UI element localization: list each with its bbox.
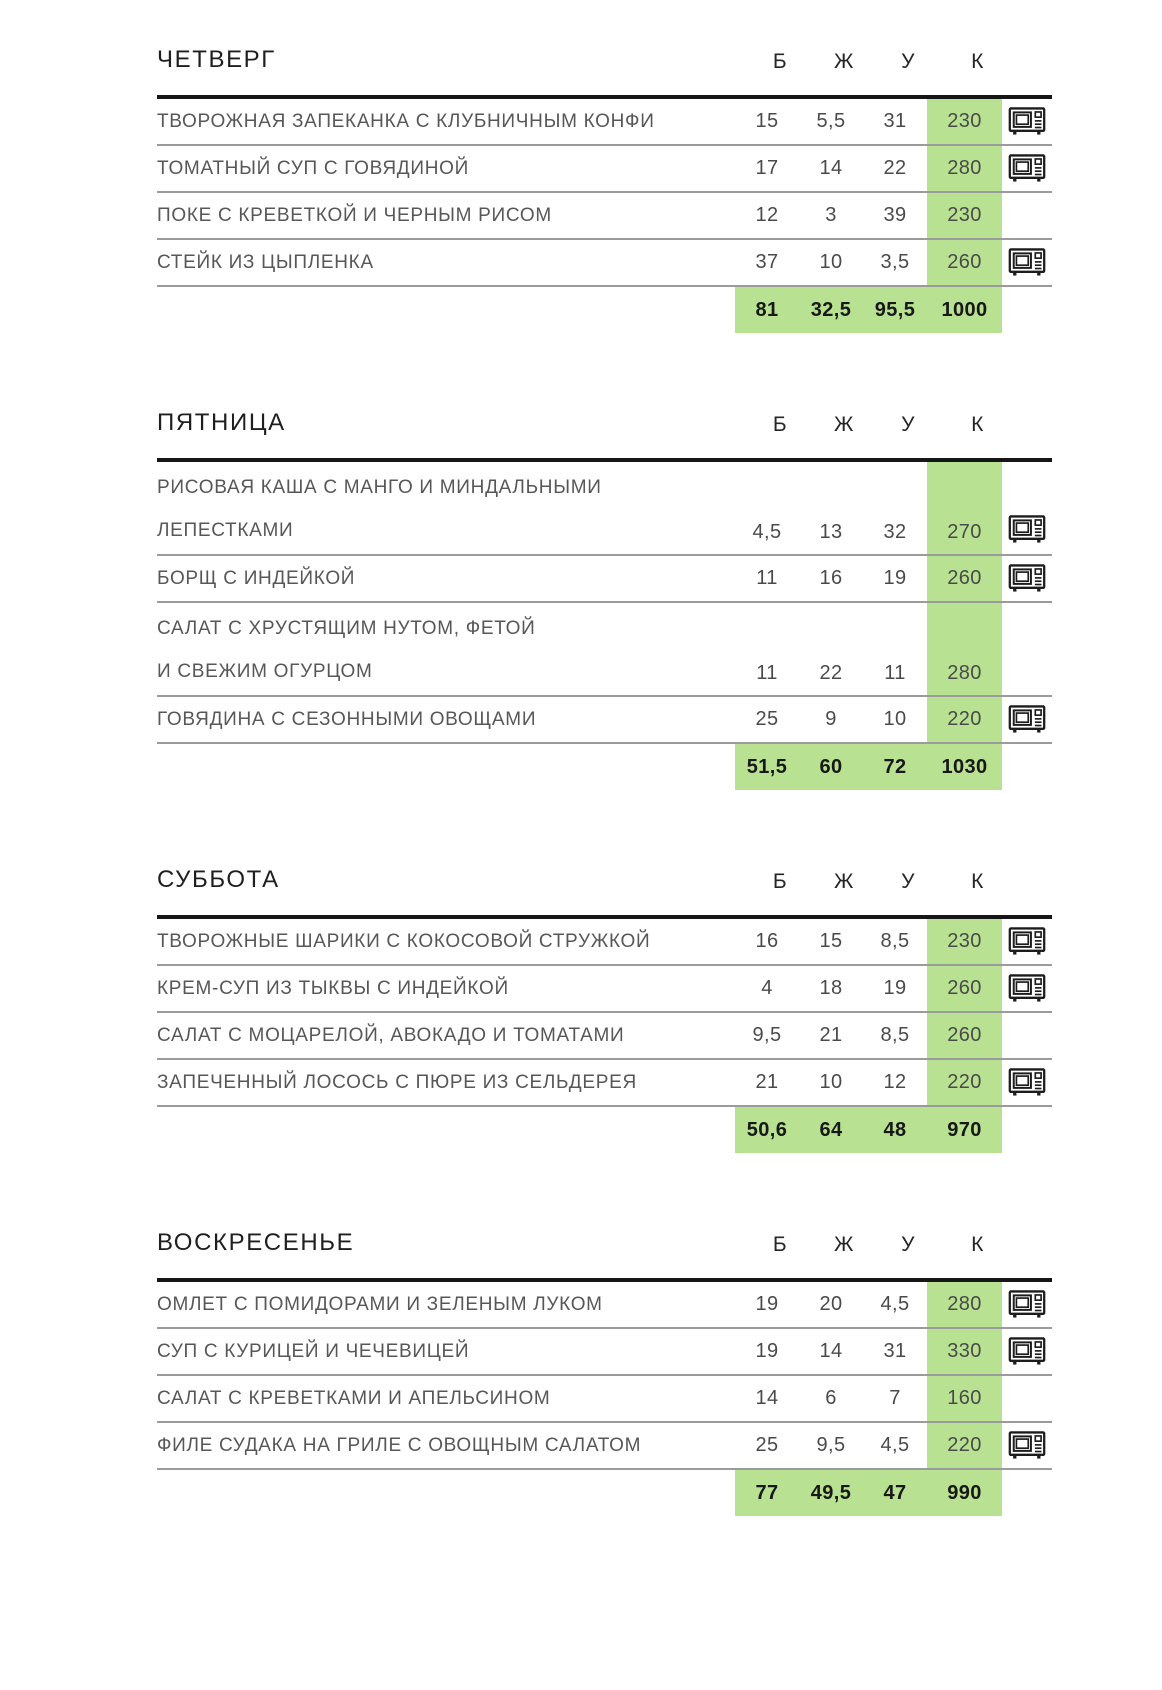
- value-k: 230: [927, 99, 1002, 144]
- microwave-icon: [1008, 248, 1046, 277]
- total-u: 47: [863, 1470, 927, 1516]
- value-zh: 13: [819, 521, 843, 543]
- day-title: ЧЕТВЕРГ: [157, 46, 276, 73]
- column-header-b: Б: [772, 413, 788, 436]
- dish-name: [157, 1282, 735, 1327]
- icon-cell: [1002, 1329, 1052, 1374]
- value-u: 19: [883, 567, 907, 589]
- icon-cell: [1002, 240, 1052, 285]
- value-u: 8,5: [880, 1024, 910, 1046]
- value-u: 4,5: [880, 1434, 910, 1456]
- microwave-icon: [1008, 1337, 1046, 1366]
- value-k: 260: [927, 556, 1002, 601]
- dish-name-line: САЛАТ С ХРУСТЯЩИМ НУТОМ, ФЕТОЙ: [157, 618, 536, 639]
- total-b: 51,5: [735, 744, 799, 790]
- value-b: 19: [755, 1293, 779, 1315]
- column-header-k: К: [971, 870, 984, 893]
- dish-row: [157, 1282, 1052, 1329]
- value-b: 25: [755, 1434, 779, 1456]
- dish-name: [157, 1013, 735, 1058]
- microwave-icon: [1008, 1290, 1046, 1319]
- dish-name-line: БОРЩ С ИНДЕЙКОЙ: [157, 567, 356, 589]
- value-k: 220: [927, 1060, 1002, 1105]
- microwave-icon: [1008, 1068, 1046, 1097]
- value-u: 19: [883, 977, 907, 999]
- microwave-icon: [1008, 705, 1046, 734]
- value-b: 12: [755, 204, 779, 226]
- totals-spacer: [157, 1470, 735, 1516]
- totals-spacer: [157, 287, 735, 333]
- value-zh: 9: [825, 708, 837, 730]
- dish-row: [157, 462, 1052, 556]
- value-zh: 9,5: [816, 1434, 846, 1456]
- value-k: 260: [927, 1013, 1002, 1058]
- totals-row: [157, 1470, 1052, 1516]
- totals-spacer: [157, 1107, 735, 1153]
- dish-name-line-2: ЛЕПЕСТКАМИ: [157, 520, 294, 541]
- dish-row: [157, 919, 1052, 966]
- value-k: 230: [927, 193, 1002, 238]
- dish-name: [157, 146, 735, 191]
- icon-cell: [1002, 462, 1052, 554]
- dish-name: [157, 966, 735, 1011]
- value-b: 17: [755, 157, 779, 179]
- value-k: 270: [927, 462, 1002, 554]
- value-zh: 6: [825, 1387, 837, 1409]
- dish-name-line: ТВОРОЖНЫЕ ШАРИКИ С КОКОСОВОЙ СТРУЖКОЙ: [157, 930, 651, 952]
- value-zh: 15: [819, 930, 843, 952]
- icon-cell: [1002, 1423, 1052, 1468]
- value-zh: 14: [819, 1340, 843, 1362]
- microwave-icon: [1008, 564, 1046, 593]
- dish-name-line: САЛАТ С КРЕВЕТКАМИ И АПЕЛЬСИНОМ: [157, 1387, 551, 1409]
- value-zh: 10: [819, 251, 843, 273]
- value-zh: 20: [819, 1293, 843, 1315]
- day-title: ВОСКРЕСЕНЬЕ: [157, 1229, 355, 1256]
- microwave-icon: [1008, 1431, 1046, 1460]
- column-header-zh: Ж: [834, 413, 854, 436]
- dish-row: [157, 1376, 1052, 1423]
- value-zh: 21: [819, 1024, 843, 1046]
- dish-name: [157, 99, 735, 144]
- value-u: 32: [883, 521, 907, 543]
- value-k: 280: [927, 603, 1002, 695]
- column-header-b: Б: [772, 1233, 788, 1256]
- column-header-u: У: [901, 413, 915, 436]
- dish-name-line: ПОКЕ С КРЕВЕТКОЙ И ЧЕРНЫМ РИСОМ: [157, 204, 552, 226]
- value-k: 220: [927, 1423, 1002, 1468]
- value-k: 280: [927, 1282, 1002, 1327]
- column-header-zh: Ж: [834, 1233, 854, 1256]
- dish-name-line: ОМЛЕТ С ПОМИДОРАМИ И ЗЕЛЕНЫМ ЛУКОМ: [157, 1293, 603, 1315]
- value-b: 25: [755, 708, 779, 730]
- column-header-u: У: [901, 50, 915, 73]
- column-header-b: Б: [772, 870, 788, 893]
- dish-name: [157, 193, 735, 238]
- value-k: 260: [927, 966, 1002, 1011]
- total-zh: 60: [799, 744, 863, 790]
- dish-row: [157, 1060, 1052, 1107]
- icon-cell: [1002, 1376, 1052, 1421]
- totals-icon-spacer: [1002, 287, 1052, 333]
- value-u: 31: [883, 110, 907, 132]
- dish-name-line: ГОВЯДИНА С СЕЗОННЫМИ ОВОЩАМИ: [157, 708, 537, 730]
- icon-cell: [1002, 1282, 1052, 1327]
- total-u: 48: [863, 1107, 927, 1153]
- totals-row: [157, 744, 1052, 790]
- rows: [157, 915, 1052, 1107]
- value-b: 37: [755, 251, 779, 273]
- value-k: 220: [927, 697, 1002, 742]
- totals-icon-spacer: [1002, 1470, 1052, 1516]
- value-b: 16: [755, 930, 779, 952]
- icon-cell: [1002, 146, 1052, 191]
- value-u: 31: [883, 1340, 907, 1362]
- column-header-k: К: [971, 413, 984, 436]
- dish-row: [157, 603, 1052, 697]
- value-zh: 22: [819, 662, 843, 684]
- totals-icon-spacer: [1002, 744, 1052, 790]
- dish-name: [157, 240, 735, 285]
- microwave-icon: [1008, 974, 1046, 1003]
- icon-cell: [1002, 1013, 1052, 1058]
- section-header: [157, 866, 1052, 894]
- icon-cell: [1002, 99, 1052, 144]
- icon-cell: [1002, 919, 1052, 964]
- dish-name: [157, 603, 735, 695]
- value-zh: 10: [819, 1071, 843, 1093]
- dish-name: [157, 919, 735, 964]
- value-k: 260: [927, 240, 1002, 285]
- column-header-zh: Ж: [834, 870, 854, 893]
- value-k: 160: [927, 1376, 1002, 1421]
- value-b: 4: [761, 977, 773, 999]
- microwave-icon: [1008, 927, 1046, 956]
- totals-icon-spacer: [1002, 1107, 1052, 1153]
- icon-cell: [1002, 1060, 1052, 1105]
- totals-row: [157, 287, 1052, 333]
- value-u: 3,5: [880, 251, 910, 273]
- column-header-zh: Ж: [834, 50, 854, 73]
- icon-cell: [1002, 556, 1052, 601]
- value-zh: 5,5: [816, 110, 846, 132]
- value-b: 21: [755, 1071, 779, 1093]
- dish-name-line: ТВОРОЖНАЯ ЗАПЕКАНКА С КЛУБНИЧНЫМ КОНФИ: [157, 110, 655, 132]
- dish-name-line: СТЕЙК ИЗ ЦЫПЛЕНКА: [157, 251, 374, 273]
- dish-name-line-2: И СВЕЖИМ ОГУРЦОМ: [157, 661, 373, 682]
- dish-name-line: КРЕМ-СУП ИЗ ТЫКВЫ С ИНДЕЙКОЙ: [157, 977, 509, 999]
- column-header-k: К: [971, 50, 984, 73]
- rows: [157, 458, 1052, 744]
- value-k: 330: [927, 1329, 1002, 1374]
- value-b: 14: [755, 1387, 779, 1409]
- dish-name: [157, 1060, 735, 1105]
- day-section: [157, 409, 1052, 790]
- microwave-icon: [1008, 515, 1046, 544]
- dish-row: [157, 1423, 1052, 1470]
- icon-cell: [1002, 966, 1052, 1011]
- microwave-icon: [1008, 107, 1046, 136]
- section-header: [157, 1229, 1052, 1257]
- icon-cell: [1002, 193, 1052, 238]
- dish-name-line: САЛАТ С МОЦАРЕЛОЙ, АВОКАДО И ТОМАТАМИ: [157, 1024, 625, 1046]
- dish-row: [157, 240, 1052, 287]
- dish-name-line: ФИЛЕ СУДАКА НА ГРИЛЕ С ОВОЩНЫМ САЛАТОМ: [157, 1434, 642, 1456]
- dish-row: [157, 556, 1052, 603]
- value-u: 11: [884, 662, 906, 684]
- dish-row: [157, 1013, 1052, 1060]
- column-header-k: К: [971, 1233, 984, 1256]
- column-header-b: Б: [772, 50, 788, 73]
- dish-name-line: ЗАПЕЧЕННЫЙ ЛОСОСЬ С ПЮРЕ ИЗ СЕЛЬДЕРЕЯ: [157, 1071, 637, 1093]
- total-zh: 32,5: [799, 287, 863, 333]
- value-zh: 14: [819, 157, 843, 179]
- dish-row: [157, 193, 1052, 240]
- value-zh: 16: [819, 567, 843, 589]
- value-u: 10: [883, 708, 907, 730]
- value-k: 230: [927, 919, 1002, 964]
- dish-name-line: СУП С КУРИЦЕЙ И ЧЕЧЕВИЦЕЙ: [157, 1340, 470, 1362]
- total-zh: 49,5: [799, 1470, 863, 1516]
- total-b: 77: [735, 1470, 799, 1516]
- total-zh: 64: [799, 1107, 863, 1153]
- dish-row: [157, 1329, 1052, 1376]
- dish-row: [157, 146, 1052, 193]
- total-u: 72: [863, 744, 927, 790]
- value-b: 19: [755, 1340, 779, 1362]
- dish-row: [157, 99, 1052, 146]
- column-header-u: У: [901, 870, 915, 893]
- column-header-u: У: [901, 1233, 915, 1256]
- value-k: 280: [927, 146, 1002, 191]
- total-u: 95,5: [863, 287, 927, 333]
- value-u: 39: [883, 204, 907, 226]
- section-header: [157, 409, 1052, 437]
- icon-cell: [1002, 603, 1052, 695]
- rows: [157, 1278, 1052, 1470]
- value-b: 11: [756, 567, 778, 589]
- dish-name: [157, 462, 735, 554]
- total-k: 970: [927, 1107, 1002, 1153]
- value-u: 4,5: [880, 1293, 910, 1315]
- dish-name: [157, 697, 735, 742]
- total-b: 50,6: [735, 1107, 799, 1153]
- day-section: [157, 1229, 1052, 1516]
- value-zh: 3: [825, 204, 837, 226]
- dish-name: [157, 1376, 735, 1421]
- dish-name: [157, 1329, 735, 1374]
- value-u: 8,5: [880, 930, 910, 952]
- microwave-icon: [1008, 154, 1046, 183]
- value-u: 22: [883, 157, 907, 179]
- day-title: СУББОТА: [157, 866, 280, 893]
- value-b: 15: [755, 110, 779, 132]
- day-section: [157, 866, 1052, 1153]
- dish-name: [157, 1423, 735, 1468]
- total-k: 1030: [927, 744, 1002, 790]
- value-zh: 18: [819, 977, 843, 999]
- value-u: 12: [883, 1071, 907, 1093]
- value-b: 9,5: [752, 1024, 782, 1046]
- total-k: 1000: [927, 287, 1002, 333]
- totals-row: [157, 1107, 1052, 1153]
- total-b: 81: [735, 287, 799, 333]
- rows: [157, 95, 1052, 287]
- dish-row: [157, 966, 1052, 1013]
- value-u: 7: [889, 1387, 901, 1409]
- day-section: [157, 46, 1052, 333]
- value-b: 4,5: [752, 521, 782, 543]
- totals-spacer: [157, 744, 735, 790]
- day-title: ПЯТНИЦА: [157, 409, 286, 436]
- dish-name: [157, 556, 735, 601]
- value-b: 11: [756, 662, 778, 684]
- icon-cell: [1002, 697, 1052, 742]
- total-k: 990: [927, 1470, 1002, 1516]
- dish-name-line: РИСОВАЯ КАША С МАНГО И МИНДАЛЬНЫМИ: [157, 477, 602, 498]
- dish-row: [157, 697, 1052, 744]
- dish-name-line: ТОМАТНЫЙ СУП С ГОВЯДИНОЙ: [157, 157, 469, 179]
- section-header: [157, 46, 1052, 74]
